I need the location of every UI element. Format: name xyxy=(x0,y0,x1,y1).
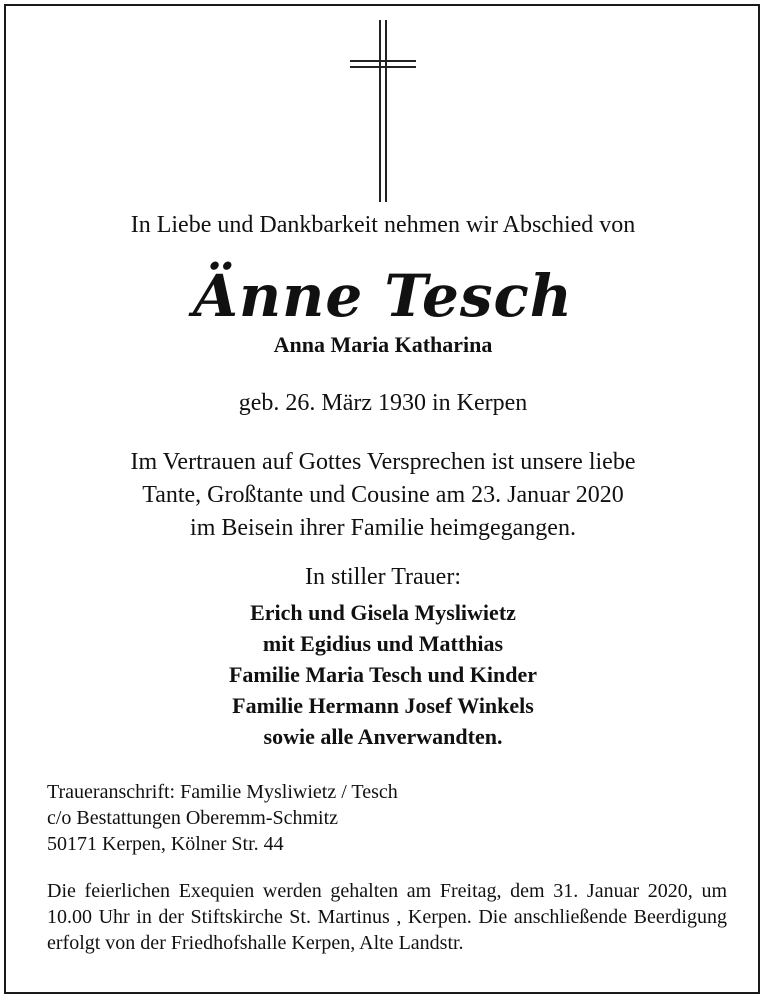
mourning-address xyxy=(47,779,398,857)
birth-line: geb. 26. März 1930 in Kerpen xyxy=(238,390,528,416)
mourner-line: Erich und Gisela Mysliwietz xyxy=(250,600,516,625)
announcement-line: im Beisein ihrer Familie heimgegangen. xyxy=(190,515,576,541)
funeral-details: Die feierlichen Exequien werden gehalten am Freitag, dem 31. Januar 2020, um 10.00 Uhr in der Stiftskirche St. Martinus , Kerpen. Die anschließende Beerdigung erfolgt von der Friedhofshalle Kerpen, Alte Landstr. xyxy=(47,880,727,954)
address-line: Traueranschrift: Familie Mysliwietz / Tesch xyxy=(47,781,398,803)
announcement-line: Im Vertrauen auf Gottes Versprechen ist unsere liebe xyxy=(130,449,636,475)
cross-icon xyxy=(350,20,416,202)
announcement-line: Tante, Großtante und Cousine am 23. Januar 2020 xyxy=(142,482,624,508)
mourners-list xyxy=(0,597,766,752)
deceased-name: Änne Tesch xyxy=(193,262,573,330)
intro-text: In Liebe und Dankbarkeit nehmen wir Abschied von xyxy=(130,212,636,238)
mourner-line: mit Egidius und Matthias xyxy=(262,631,504,656)
full-name: Anna Maria Katharina xyxy=(273,332,493,357)
mourner-line: Familie Maria Tesch und Kinder xyxy=(228,662,538,687)
announcement-text xyxy=(0,446,766,545)
address-line: c/o Bestattungen Oberemm-Schmitz xyxy=(47,807,339,829)
mourner-line: sowie alle Anverwandten. xyxy=(263,724,503,749)
mourner-line: Familie Hermann Josef Winkels xyxy=(232,693,534,718)
mourning-intro: In stiller Trauer: xyxy=(305,564,461,590)
address-line: 50171 Kerpen, Kölner Str. 44 xyxy=(47,833,284,855)
